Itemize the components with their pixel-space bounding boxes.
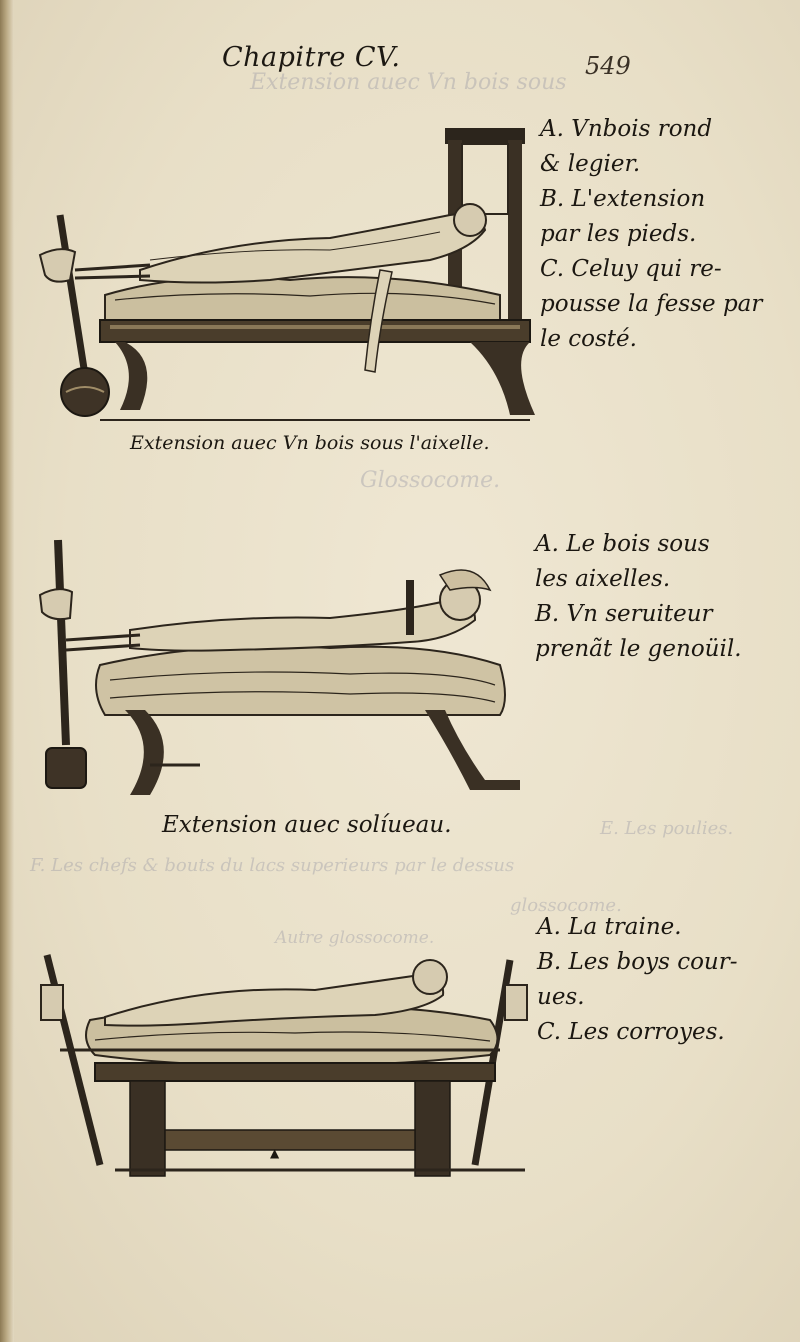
figure-1-caption: Extension auec Vn bois sous l'aixelle. xyxy=(130,432,490,454)
figure-2-legend xyxy=(535,527,742,667)
legend-line: B. Les boys cour- xyxy=(537,949,738,975)
figure-3-legend xyxy=(537,910,738,1050)
svg-text:▲: ▲ xyxy=(270,1146,280,1160)
bleed-through-line: Autre glossocome. xyxy=(275,928,435,948)
woodcut-extension-bed-1 xyxy=(30,120,550,430)
legend-line: par les pieds. xyxy=(540,221,697,247)
page-number: 549 xyxy=(585,52,631,80)
figure-1-legend xyxy=(540,112,762,357)
legend-line: prenãt le genoüil. xyxy=(535,636,742,662)
legend-line: B. L'extension xyxy=(540,186,706,212)
bleed-through-line: F. Les chefs & bouts du lacs superieurs par le dessus xyxy=(30,855,515,876)
page-gutter xyxy=(0,0,14,1342)
woodcut-extension-bed-2 xyxy=(30,530,530,805)
bleed-through-line: E. Les poulies. xyxy=(600,818,734,839)
legend-line: A. La traine. xyxy=(537,914,682,940)
bleed-through-line: Extension auec Vn bois sous xyxy=(250,70,567,95)
legend-line: ues. xyxy=(537,984,585,1010)
legend-line: & legier. xyxy=(540,151,641,177)
chapter-heading: Chapitre CV. xyxy=(222,42,401,73)
legend-line: C. Celuy qui re- xyxy=(540,256,722,282)
woodcut-extension-bed-3 xyxy=(35,945,535,1185)
figure-2-caption: Extension auec solíueau. xyxy=(162,812,452,838)
legend-line: A. Le bois sous xyxy=(535,531,710,557)
legend-line: B. Vn seruiteur xyxy=(535,601,713,627)
legend-line: A. Vnbois rond xyxy=(540,116,713,142)
legend-line: C. Les corroyes. xyxy=(537,1019,725,1045)
bleed-through-line: Glossocome. xyxy=(360,468,501,493)
legend-line: les aixelles. xyxy=(535,566,671,592)
bleed-through-line: glossocome. xyxy=(510,895,622,916)
legend-line: pousse la fesse par xyxy=(540,291,763,317)
legend-line: le costé. xyxy=(540,326,637,352)
